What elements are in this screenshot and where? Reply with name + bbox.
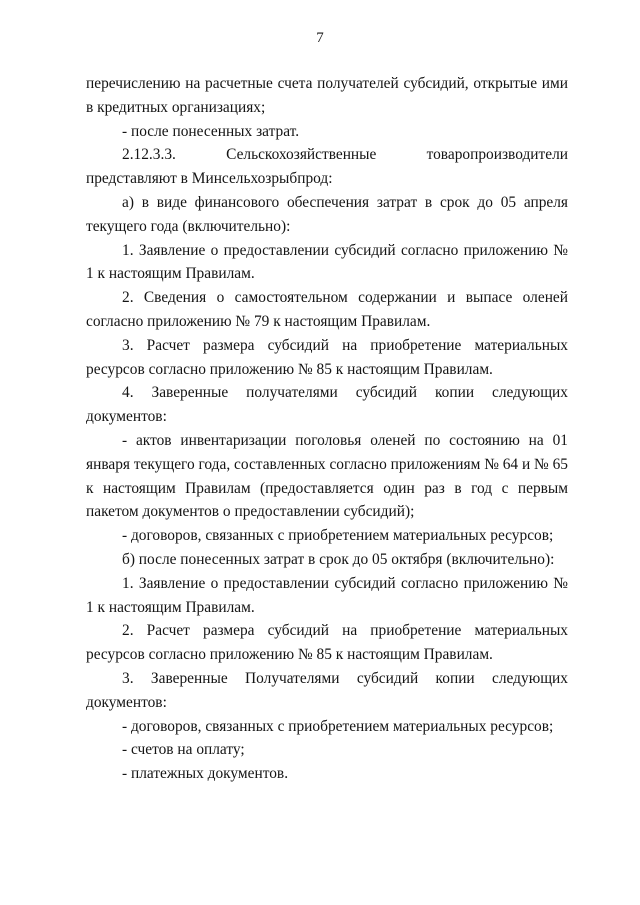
- paragraph-6: 2. Сведения о самостоятельном содержании и выпасе оленей согласно приложению № 79 к настоящим Правилам.: [86, 289, 568, 330]
- paragraph-14: 3. Заверенные Получателями субсидий копии следующих документов:: [86, 669, 568, 711]
- paragraph-11: б) после понесенных затрат в срок до 05 октября (включительно):: [122, 550, 555, 568]
- document-body: [86, 72, 568, 786]
- paragraph-7: 3. Расчет размера субсидий на приобретение материальных ресурсов согласно приложению № 85 к настоящим Правилам.: [86, 336, 568, 378]
- paragraph-17: - платежных документов.: [122, 765, 289, 783]
- page-number: 7: [316, 30, 324, 46]
- paragraph-12: 1. Заявление о предоставлении субсидий согласно приложению № 1 к настоящим Правилам.: [86, 574, 568, 616]
- paragraph-3: 2.12.3.3. Сельскохозяйственные товаропроизводители представляют в Минсельхозрыбпрод:: [86, 146, 568, 188]
- paragraph-5: 1. Заявление о предоставлении субсидий согласно приложению № 1 к настоящим Правилам.: [86, 241, 568, 283]
- paragraph-4: а) в виде финансового обеспечения затрат в срок до 05 апреля текущего года (включительно):: [86, 193, 568, 235]
- paragraph-13: 2. Расчет размера субсидий на приобретение материальных ресурсов согласно приложению № 85 к настоящим Правилам.: [86, 622, 568, 664]
- paragraph-15: - договоров, связанных с приобретением материальных ресурсов;: [122, 717, 554, 735]
- paragraph-16: - счетов на оплату;: [122, 741, 245, 759]
- paragraph-8: 4. Заверенные получателями субсидий копии следующих документов:: [86, 384, 568, 426]
- paragraph-2: - после понесенных затрат.: [122, 122, 300, 140]
- paragraph-10: - договоров, связанных с приобретением материальных ресурсов;: [122, 527, 554, 545]
- paragraph-1: перечислению на расчетные счета получателей субсидий, открытые ими в кредитных организациях;: [86, 75, 568, 116]
- paragraph-9: - актов инвентаризации поголовья оленей по состоянию на 01 января текущего года, составленных согласно приложениям № 64 и № 65 к настоящим Правилам (предоставляется один раз в год с первым пакетом документов о предоставлении субсидий);: [86, 431, 568, 521]
